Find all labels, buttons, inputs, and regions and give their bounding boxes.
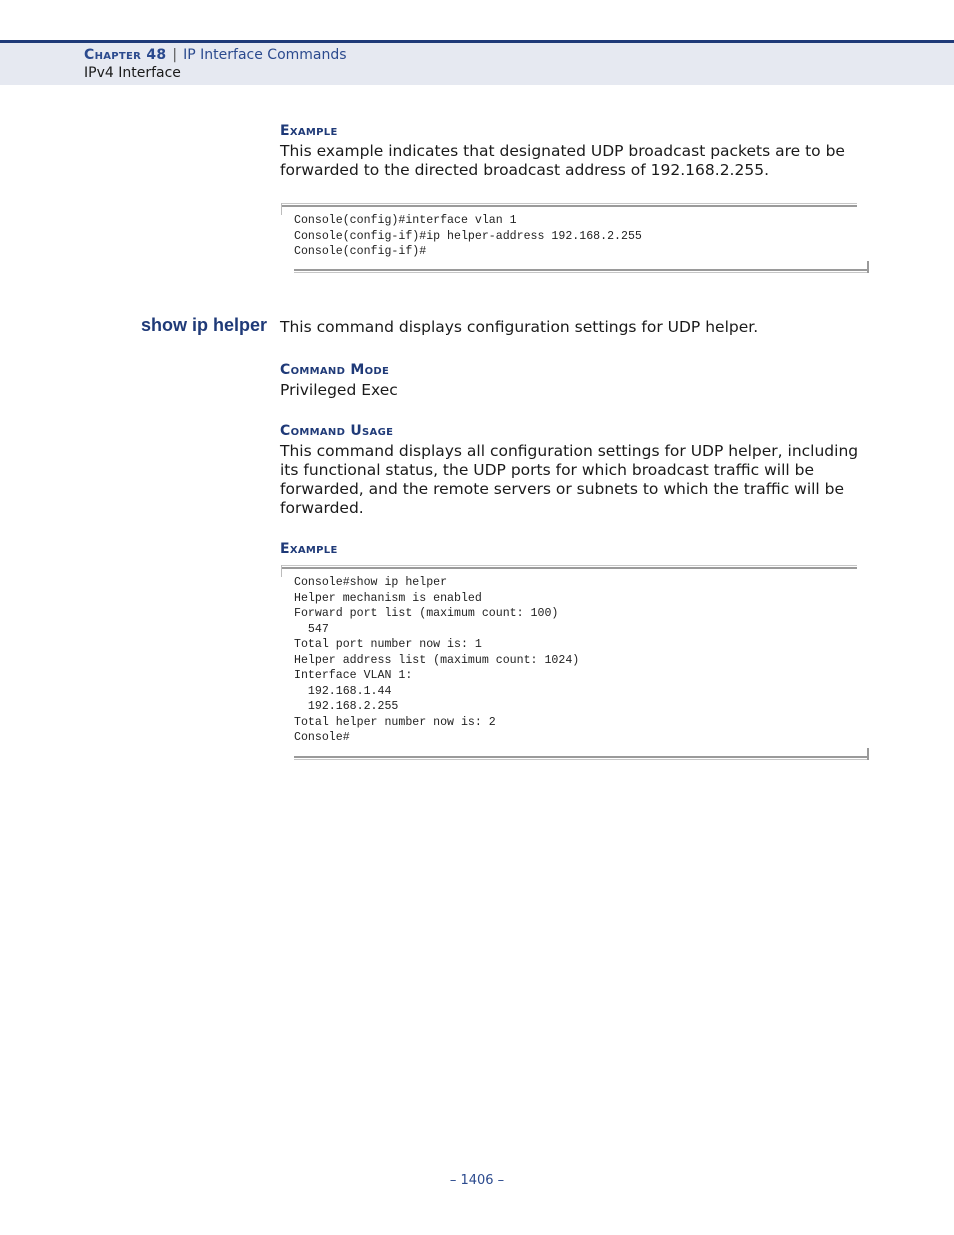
header-separator: | bbox=[172, 47, 178, 63]
page-number: – 1406 – bbox=[449, 1173, 505, 1188]
command-mode-caption: Command Mode bbox=[280, 362, 390, 378]
command-usage-text: This command displays all configuration settings for UDP helper, including its functional status, the UDP ports for which broadcast traffic will be forwarded, and the remote servers or subnets to which the traffic will be forwarded. bbox=[280, 442, 859, 517]
code-block-1 bbox=[281, 203, 869, 273]
example-caption-1: Example bbox=[280, 123, 338, 139]
example-description-1: This example indicates that designated UDP broadcast packets are to be forwarded to the directed broadcast address of 192.168.2.255. bbox=[280, 142, 845, 179]
code-block-bottom-tick bbox=[864, 261, 869, 273]
code-block-2 bbox=[281, 565, 869, 760]
code-block-top-rule bbox=[281, 565, 857, 569]
command-usage-caption: Command Usage bbox=[280, 423, 394, 439]
header-chapter-line bbox=[84, 47, 347, 63]
command-mode-value: Privileged Exec bbox=[280, 381, 398, 399]
code-block-top-tick bbox=[281, 203, 285, 215]
command-description: This command displays configuration settings for UDP helper. bbox=[280, 318, 759, 336]
page-header bbox=[0, 40, 954, 85]
code-text-1: Console(config)#interface vlan 1 Console(config-if)#ip helper-address 192.168.2.255 Console(config-if)# bbox=[294, 214, 642, 258]
code-block-bottom-rule bbox=[294, 269, 869, 273]
code-block-top-rule bbox=[281, 203, 857, 207]
code-block-bottom-rule bbox=[294, 756, 869, 760]
code-block-bottom-tick bbox=[864, 748, 869, 760]
code-block-top-tick bbox=[281, 565, 285, 577]
section-title: IPv4 Interface bbox=[84, 65, 181, 81]
chapter-label: Chapter 48 bbox=[84, 47, 167, 63]
code-text-2: Console#show ip helper Helper mechanism is enabled Forward port list (maximum count: 100) 547 Total port number now is: 1 Helper address list (maximum count: 1024) Interface VLAN 1: 192.168.1.44 192.168.2.255 Total helper number now is: 2 Console# bbox=[294, 576, 580, 744]
example-caption-2: Example bbox=[280, 541, 338, 557]
chapter-title: IP Interface Commands bbox=[183, 47, 347, 63]
command-title: show ip helper bbox=[140, 315, 267, 335]
